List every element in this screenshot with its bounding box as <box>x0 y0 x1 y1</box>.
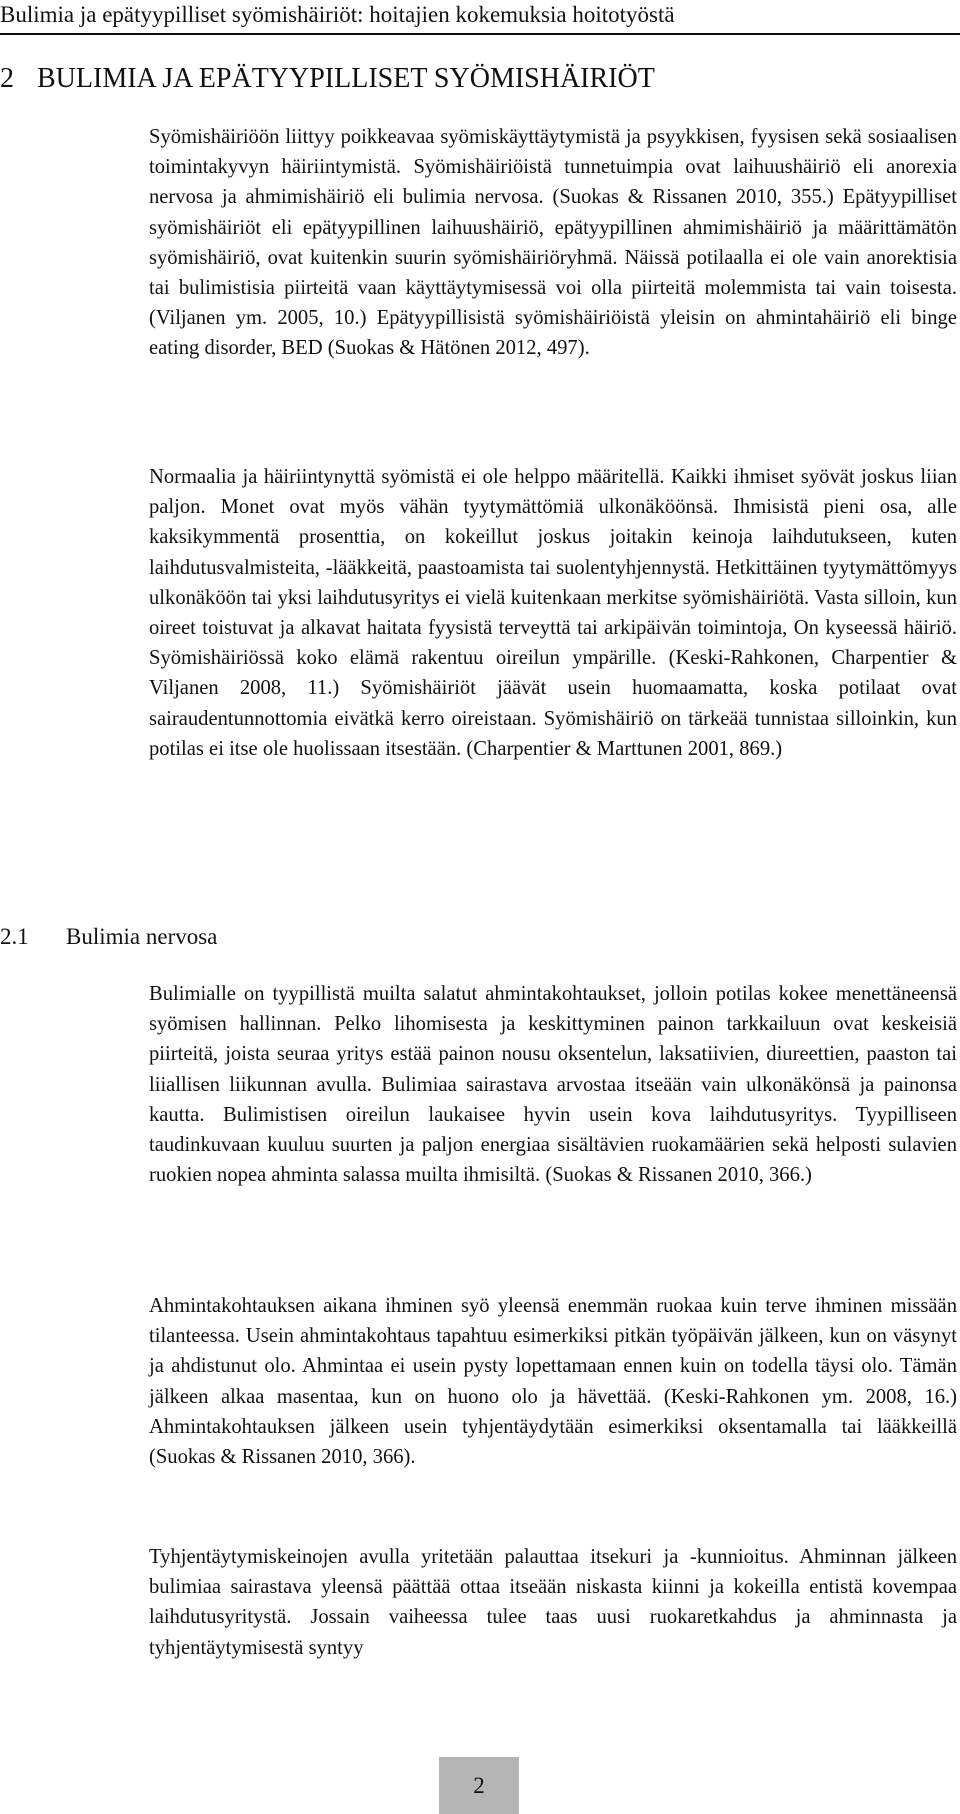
paragraph: Tyhjentäytymiskeinojen avulla yritetään palauttaa itsekuri ja -kunnioitus. Ahminnan jälkeen bulimiaa sairastava yleensä päättää ottaa itseään niskasta kiinni ja kokeilla entistä kovempaa laihdutusyritystä. Jossain vaiheessa tulee taas uusi ruokaretkahdus ja ahminnasta ja tyhjentäytymisestä syntyy <box>149 1546 957 1659</box>
section-heading <box>0 62 655 96</box>
header-divider <box>0 33 960 35</box>
subsection-title: Bulimia nervosa <box>66 924 218 949</box>
subsection-number: 2.1 <box>0 924 29 949</box>
section-number: 2 <box>0 63 14 94</box>
running-header: Bulimia ja epätyypilliset syömishäiriöt: hoitajien kokemuksia hoitotyöstä <box>0 2 675 27</box>
page-number: 2 <box>473 1772 485 1798</box>
paragraph: Syömishäiriöön liittyy poikkeavaa syömiskäyttäytymistä ja psyykkisen, fyysisen sekä sosiaalisen toimintakyvyn häiriintymistä. Syömishäiriöistä tunnetuimpia ovat laihuushäiriö eli anorexia nervosa ja ahmimishäiriö eli bulimia nervosa. (Suokas & Rissanen 2010, 355.) Epätyypilliset syömishäiriöt eli epätyypillinen laihuushäiriö, epätyypillinen ahmimishäiriö ja määrittämätön syömishäiriö, ovat kuitenkin suurin syömishäiriöryhmä. Näissä potilaalla ei ole vain anorektisia tai bulimistisia piirteitä vaan käyttäytymisessä voi olla piirteitä molemmista tai vain toisesta. (Viljanen ym. 2005, 10.) Epätyypillisistä syömishäiriöistä yleisin on ahmintahäiriö eli binge eating disorder, BED (Suokas & Hätönen 2012, 497). <box>149 126 957 360</box>
subsection-heading <box>0 922 217 952</box>
paragraph: Ahmintakohtauksen aikana ihminen syö yleensä enemmän ruokaa kuin terve ihminen missään tilanteessa. Usein ahmintakohtaus tapahtuu esimerkiksi pitkän työpäivän jälkeen, kun on väsynyt ja ahdistunut olo. Ahmintaa ei usein pysty lopettamaan ennen kuin on todella täysi olo. Tämän jälkeen alkaa masentaa, kun on huono olo ja hävettää. (Keski-Rahkonen ym. 2008, 16.) Ahmintakohtauksen jälkeen usein tyhjentäydytään esimerkiksi oksentamalla tai lääkkeillä (Suokas & Rissanen 2010, 366). <box>149 1295 957 1469</box>
page-number-box <box>439 1757 519 1814</box>
paragraph: Normaalia ja häiriintynyttä syömistä ei ole helppo määritellä. Kaikki ihmiset syövät joskus liian paljon. Monet ovat myös vähän tyytymättömiä ulkonäköönsä. Ihmisistä pieni osa, alle kaksikymmentä prosenttia, on kokeillut joskus joitakin keinoja laihdutukseen, kuten laihdutusvalmisteita, -lääkkeitä, paastoamista tai suolentyhjennystä. Hetkittäinen tyytymättömyys ulkonäköön tai yksi laihdutusyritys ei vielä kuitenkaan merkitse syömishäiriötä. Vasta silloin, kun oireet toistuvat ja alkavat haitata fyysistä terveyttä tai arkipäivän toimintoja, On kyseessä häiriö. Syömishäiriössä koko elämä rakentuu oireilun ympärille. (Keski-Rahkonen, Charpentier & Viljanen 2008, 11.) Syömishäiriöt jäävät usein huomaamatta, koska potilaat ovat sairaudentunnottomia eivätkä kerro oireistaan. Syömishäiriö on tärkeää tunnistaa silloinkin, kun potilas ei itse ole huolissaan itsestään. (Charpentier & Marttunen 2001, 869.) <box>149 466 957 760</box>
paragraph: Bulimialle on tyypillistä muilta salatut ahmintakohtaukset, jolloin potilas kokee menettäneensä syömisen hallinnan. Pelko lihomisesta ja keskittyminen painon tarkkailuun ovat keskeisiä piirteitä, joista seuraa yritys estää painon nousu oksentelun, laksatiivien, diureettien, paaston tai liiallisen liikunnan avulla. Bulimiaa sairastava arvostaa itseään vain ulkonäkönsä ja painonsa kautta. Bulimistisen oireilun laukaisee hyvin usein kova laihdutusyritys. Tyypilliseen taudinkuvaan kuuluu suurten ja paljon energiaa sisältävien ruokamäärien sekä helposti sulavien ruokien nopea ahminta salassa muilta ihmisiltä. (Suokas & Rissanen 2010, 366.) <box>149 983 957 1187</box>
section-title: BULIMIA JA EPÄTYYPILLISET SYÖMISHÄIRIÖT <box>37 63 655 94</box>
